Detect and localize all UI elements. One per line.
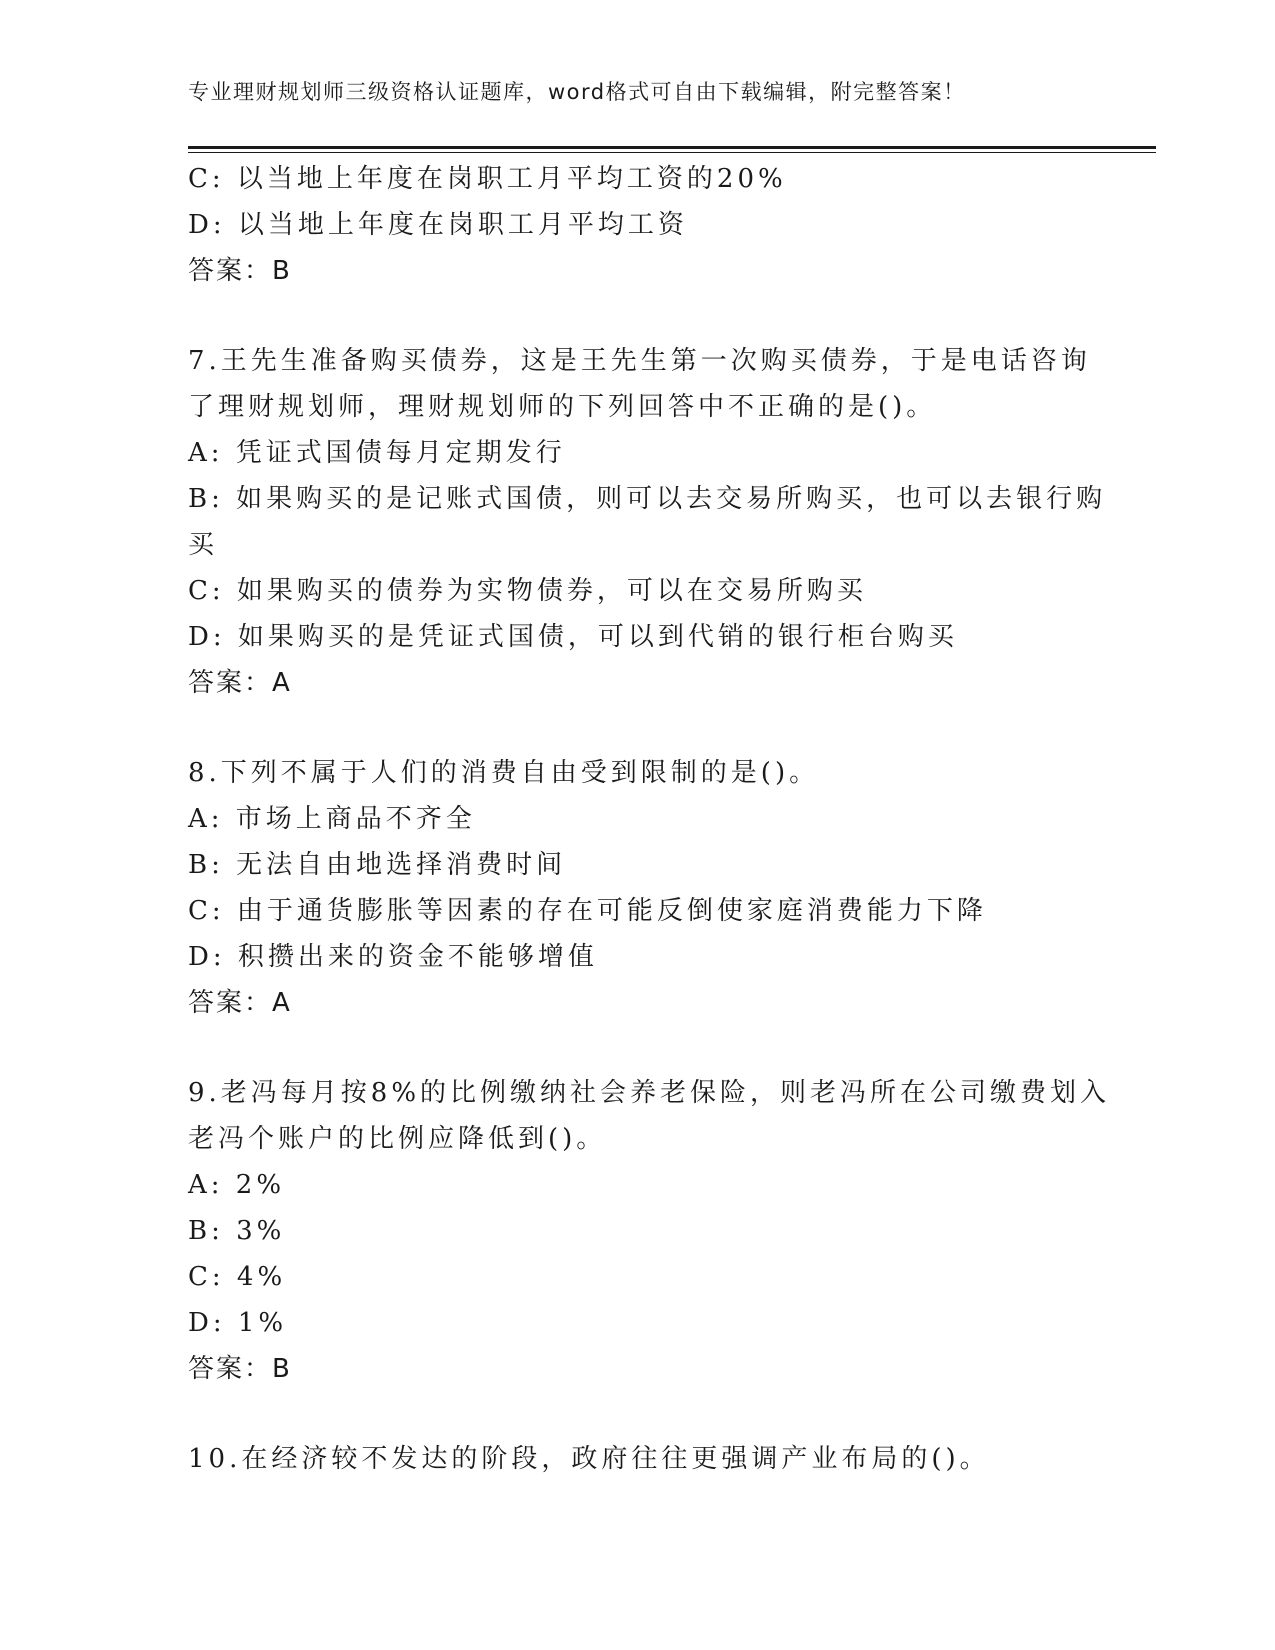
question-block	[188, 338, 1107, 706]
option-line: D: 如果购买的是凭证式国债，可以到代销的银行柜台购买	[188, 622, 958, 652]
question-text: 8.下列不属于人们的消费自由受到限制的是()。	[188, 758, 820, 788]
option-line: 买	[188, 530, 219, 560]
option-line: A: 2%	[188, 1170, 286, 1200]
question-block	[188, 156, 1088, 294]
question-block	[188, 1436, 1088, 1482]
question-block	[188, 1070, 1111, 1392]
option-line: D: 以当地上年度在岗职工月平均工资	[188, 210, 688, 240]
question-text: 了理财规划师，理财规划师的下列回答中不正确的是()。	[188, 392, 937, 422]
answer-line: 答案：A	[188, 988, 292, 1018]
option-line: B: 如果购买的是记账式国债，则可以去交易所购买，也可以去银行购	[188, 484, 1107, 514]
option-line: C: 4%	[188, 1262, 287, 1292]
option-line: B: 3%	[188, 1216, 286, 1246]
header-rule	[188, 146, 1156, 149]
question-text: 7.王先生准备购买债券，这是王先生第一次购买债券，于是电话咨询	[188, 346, 1091, 376]
option-line: D: 1%	[188, 1308, 288, 1338]
option-line: C: 由于通货膨胀等因素的存在可能反倒使家庭消费能力下降	[188, 896, 987, 926]
option-line: B: 无法自由地选择消费时间	[188, 850, 567, 880]
option-line: D: 积攒出来的资金不能够增值	[188, 942, 598, 972]
option-line: C: 以当地上年度在岗职工月平均工资的20%	[188, 164, 787, 194]
document-body	[188, 156, 1111, 1482]
question-text: 10.在经济较不发达的阶段，政府往往更强调产业布局的()。	[188, 1444, 990, 1474]
question-block	[188, 750, 1088, 1026]
answer-line: 答案：B	[188, 1354, 292, 1384]
question-text: 9.老冯每月按8%的比例缴纳社会养老保险，则老冯所在公司缴费划入	[188, 1078, 1111, 1108]
page-header: 专业理财规划师三级资格认证题库，word格式可自由下载编辑，附完整答案！	[188, 80, 966, 104]
question-text: 老冯个账户的比例应降低到()。	[188, 1124, 607, 1154]
option-line: C: 如果购买的债券为实物债券，可以在交易所购买	[188, 576, 867, 606]
option-line: A: 市场上商品不齐全	[188, 804, 476, 834]
option-line: A: 凭证式国债每月定期发行	[188, 438, 566, 468]
answer-line: 答案：A	[188, 668, 292, 698]
answer-line: 答案：B	[188, 256, 292, 286]
header-rule-thin	[188, 152, 1156, 153]
